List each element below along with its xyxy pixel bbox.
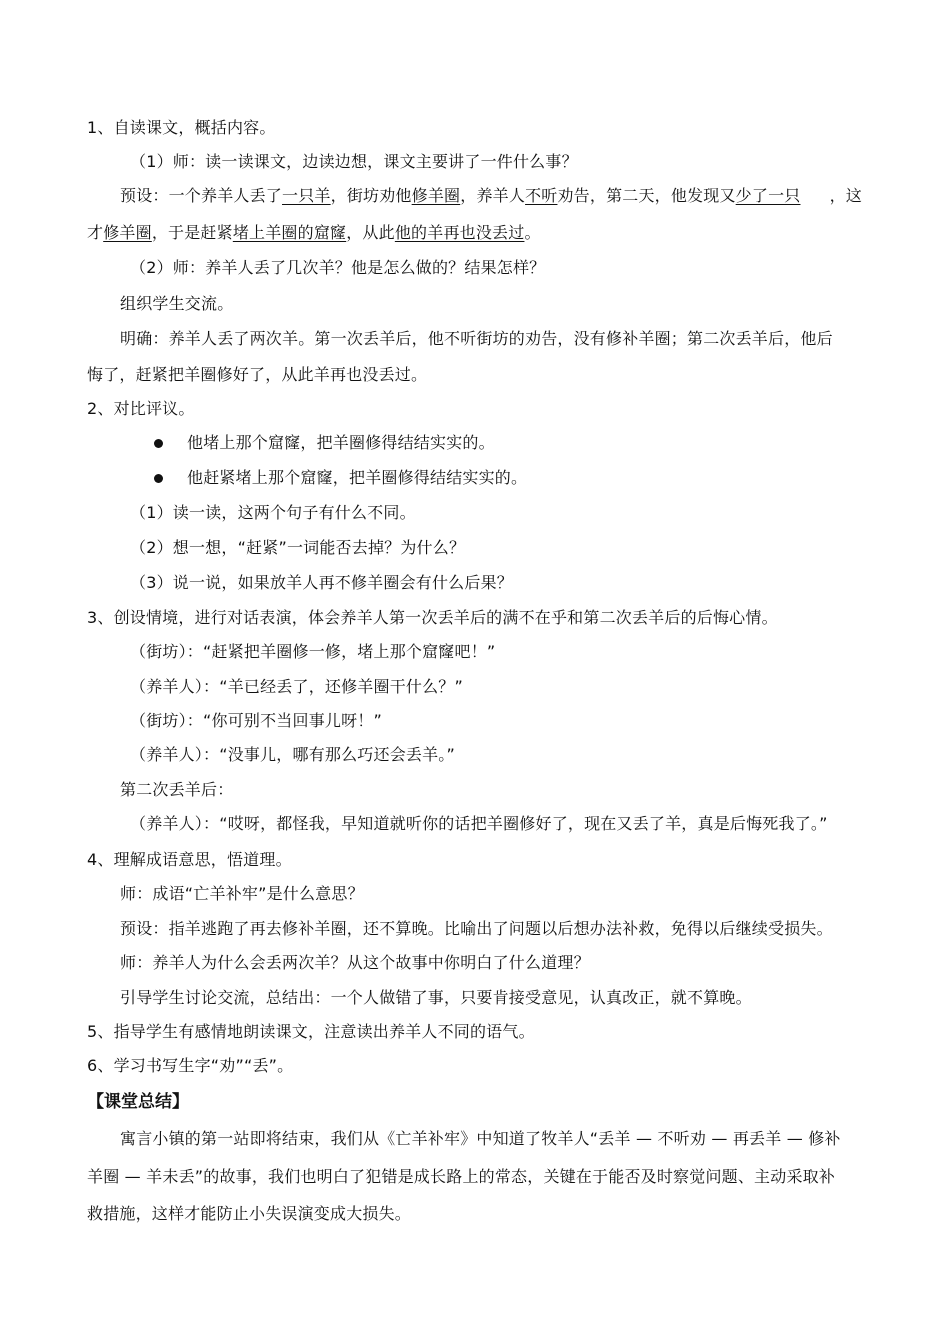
- summary-line-1: 寓言小镇的第一站即将结束，我们从《亡羊补牢》中知道了牧羊人“丢羊 — 不听劝 — 再丢羊 — 修补: [120, 1129, 841, 1148]
- section-5-title: 5、指导学生有感情地朗读课文，注意读出养羊人不同的语气。: [87, 1022, 535, 1041]
- summary-line-2: 羊圈 — 羊未丢”的故事，我们也明白了犯错是成长路上的常态，关键在于能否及时察觉问题、主动采取补: [87, 1167, 836, 1186]
- underlined-phrase: 修羊圈: [103, 223, 152, 242]
- dialogue-line-5: （养羊人）：“哎呀，都怪我，早知道就听你的话把羊圈修好了，现在又丢了羊，真是后悔死我了。”: [130, 814, 828, 833]
- section-4-title: 4、理解成语意思，悟道理。: [87, 850, 292, 869]
- dialogue-line-4: （养羊人）：“没事儿，哪有那么巧还会丢羊。”: [130, 745, 455, 764]
- section-3-title: 3、创设情境，进行对话表演，体会养羊人第一次丢羊后的满不在乎和第二次丢羊后的后悔心情。: [87, 608, 778, 627]
- dialogue-line-1: （街坊）：“赶紧把羊圈修一修，堵上那个窟窿吧！”: [130, 642, 496, 661]
- underlined-phrase: 修羊圈: [411, 186, 461, 205]
- section-1-preset-line-1: 预设：一个养羊人丢了一只羊，街坊劝他修羊圈，养羊人不听劝告，第二天，他发现又少了一只 ，这: [120, 186, 862, 205]
- section-4-question-1: 师：成语“亡羊补牢”是什么意思？: [120, 884, 364, 903]
- section-1-question-1: （1）师：读一读课文，边读边想，课文主要讲了一件什么事？: [130, 152, 578, 171]
- underlined-phrase: 少了一只: [735, 186, 801, 205]
- underlined-phrase: 堵上羊圈的窟窿: [232, 223, 347, 242]
- underlined-phrase: 不听: [525, 186, 558, 205]
- bullet-dot: [154, 439, 163, 448]
- second-loss-label: 第二次丢羊后：: [120, 780, 234, 799]
- section-4-guide: 引导学生讨论交流，总结出：一个人做错了事，只要肯接受意见，认真改正，就不算晚。: [120, 988, 752, 1007]
- section-1-title: 1、自读课文，概括内容。: [87, 118, 276, 137]
- summary-line-3: 救措施，这样才能防止小失误演变成大损失。: [87, 1204, 412, 1223]
- section-4-preset: 预设：指羊逃跑了再去修补羊圈，还不算晚。比喻出了问题以后想办法补救，免得以后继续受损失。: [120, 919, 833, 938]
- section-1-preset-line-2: 才修羊圈，于是赶紧堵上羊圈的窟窿，从此他的羊再也没丢过。: [87, 223, 541, 242]
- underlined-phrase: 他的羊再也没丢过: [394, 223, 525, 242]
- section-1-organize: 组织学生交流。: [120, 294, 234, 313]
- summary-heading: 【课堂总结】: [87, 1092, 189, 1112]
- section-2-title: 2、对比评议。: [87, 399, 195, 418]
- compare-sentence-1: 他堵上那个窟窿，把羊圈修得结结实实的。: [187, 433, 495, 452]
- section-1-clarify-line-2: 悔了，赶紧把羊圈修好了，从此羊再也没丢过。: [87, 365, 428, 384]
- underlined-phrase: 一只羊: [282, 186, 331, 205]
- dialogue-line-3: （街坊）：“你可别不当回事儿呀！”: [130, 711, 382, 730]
- section-6-title: 6、学习书写生字“劝”“丢”。: [87, 1056, 294, 1075]
- dialogue-line-2: （养羊人）：“羊已经丢了，还修羊圈干什么？”: [130, 677, 463, 696]
- section-1-clarify-line-1: 明确：养羊人丢了两次羊。第一次丢羊后，他不听街坊的劝告，没有修补羊圈；第二次丢羊后，他后: [120, 329, 833, 348]
- section-2-question-2: （2）想一想，“赶紧”一词能否去掉？为什么？: [130, 538, 466, 557]
- section-1-question-2: （2）师：养羊人丢了几次羊？他是怎么做的？结果怎样？: [130, 258, 546, 277]
- compare-sentence-2: 他赶紧堵上那个窟窿，把羊圈修得结结实实的。: [187, 468, 528, 487]
- section-4-question-2: 师：养羊人为什么会丢两次羊？从这个故事中你明白了什么道理？: [120, 953, 590, 972]
- section-2-question-1: （1）读一读，这两个句子有什么不同。: [130, 503, 416, 522]
- section-2-question-3: （3）说一说，如果放羊人再不修羊圈会有什么后果？: [130, 573, 513, 592]
- bullet-dot: [154, 474, 163, 483]
